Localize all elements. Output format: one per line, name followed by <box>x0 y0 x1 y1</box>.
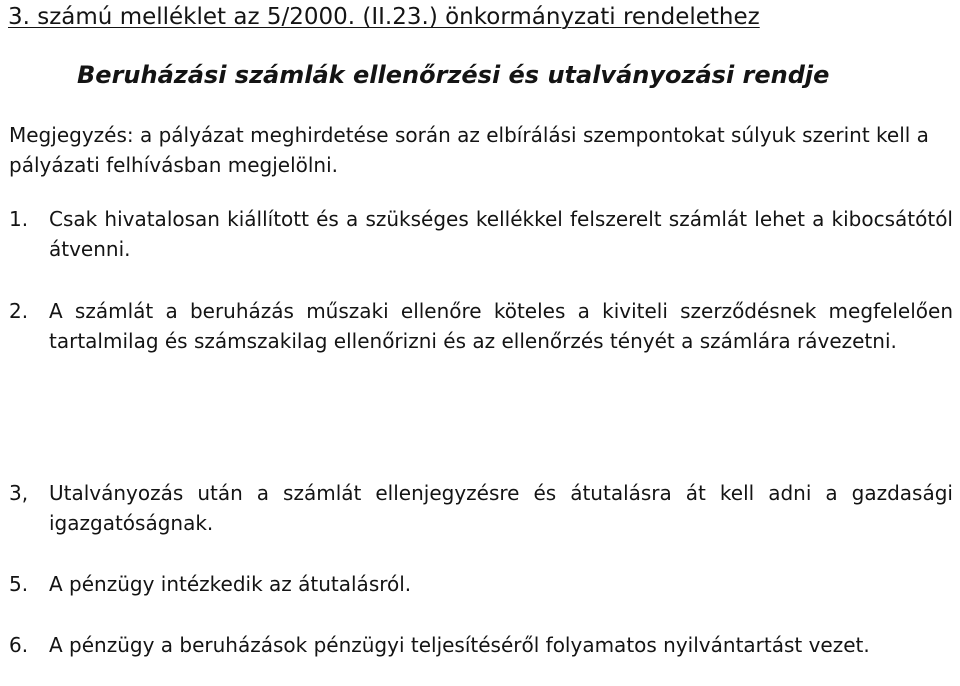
list-item-number: 6. <box>9 633 29 657</box>
list-item-text: Csak hivatalosan kiállított és a szükséges kellékkel felszerelt számlát lehet a kibocsátótól átvenni. <box>49 207 953 261</box>
list-item-text: Utalványozás után a számlát ellenjegyzésre és átutalásra át kell adni a gazdasági igazgatóságnak. <box>49 481 953 535</box>
list-item <box>9 478 953 538</box>
document-title: Beruházási számlák ellenőrzési és utalványozási rendje <box>77 61 830 89</box>
list-item-number: 2. <box>9 299 29 323</box>
list-item <box>9 569 953 599</box>
list-item <box>9 630 953 660</box>
note-paragraph: Megjegyzés: a pályázat meghirdetése során az elbírálási szempontokat súlyuk szerint kell a pályázati felhívásban megjelölni. <box>9 123 929 177</box>
list-item-number: 1. <box>9 207 29 231</box>
annex-header: 3. számú melléklet az 5/2000. (II.23.) önkormányzati rendelethez <box>8 4 760 30</box>
list-item-text: A pénzügy intézkedik az átutalásról. <box>49 572 412 596</box>
list-item <box>9 296 953 356</box>
list-item-number: 3, <box>9 481 29 505</box>
list-item-text: A számlát a beruházás műszaki ellenőre köteles a kiviteli szerződésnek megfelelően tartalmilag és számszakilag ellenőrizni és az ellenőrzés tényét a számlára rávezetni. <box>49 299 953 353</box>
list-item-number: 5. <box>9 572 29 596</box>
list-item-text: A pénzügy a beruházások pénzügyi teljesítéséről folyamatos nyilvántartást vezet. <box>49 633 870 657</box>
list-item <box>9 204 953 264</box>
